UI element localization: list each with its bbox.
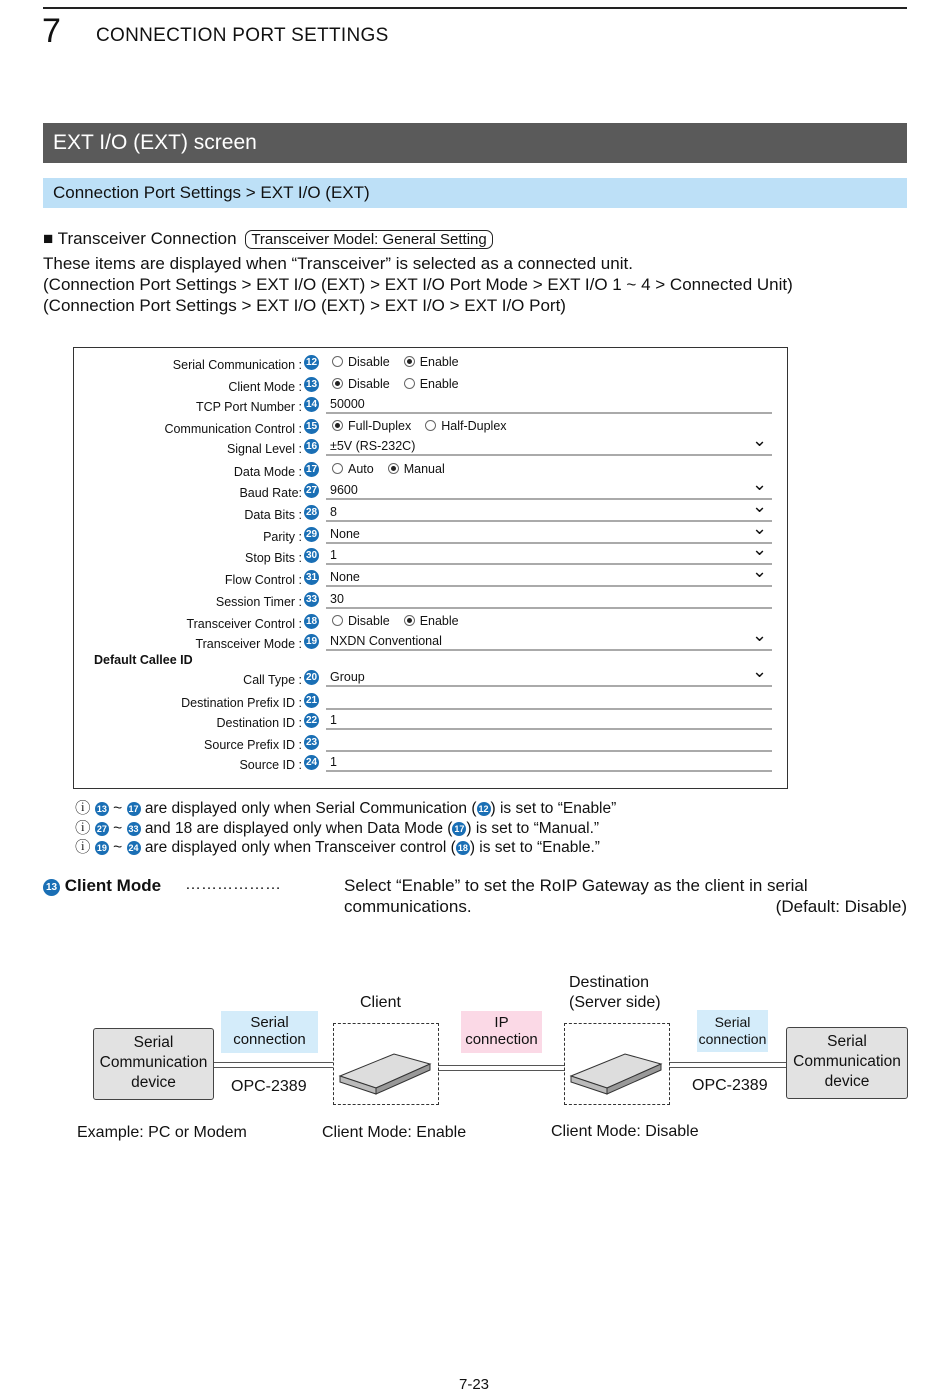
page-number: 7-23 <box>459 1376 490 1393</box>
radio-group <box>330 355 471 369</box>
item-number-badge: 15 <box>305 421 318 432</box>
cable-model: OPC-2389 <box>231 1078 307 1095</box>
radio-label: Auto <box>348 462 374 476</box>
setting-row <box>74 430 787 459</box>
field-underline <box>326 585 772 587</box>
item-number-badge: 31 <box>305 572 318 583</box>
item-number-badge: 19 <box>305 636 318 647</box>
radio-button[interactable] <box>332 420 343 431</box>
radio-label: Half-Duplex <box>441 419 507 433</box>
radio-button[interactable] <box>332 615 343 626</box>
intro-heading: ■ Transceiver Connection <box>43 229 237 248</box>
example-label: Example: PC or Modem <box>77 1124 247 1141</box>
setting-label: Data Bits : <box>244 508 302 522</box>
setting-label: TCP Port Number : <box>195 400 302 414</box>
field-underline <box>326 563 772 565</box>
setting-label: Data Mode : <box>233 465 302 479</box>
number-badge: 33 <box>128 823 139 834</box>
note-line: ⓘ 27 ~ 33 and 18 are displayed only when Data Mode ( 17 ) is set to “Manual.” <box>75 819 600 837</box>
client-mode-enable-label: Client Mode: Enable <box>322 1124 467 1141</box>
chevron-down-icon[interactable]: ⌄ <box>752 661 768 681</box>
breadcrumb: Connection Port Settings > EXT I/O (EXT) <box>43 178 907 208</box>
serial-cable <box>214 1062 333 1068</box>
gateway-device-icon <box>565 1024 669 1104</box>
item-description: Select “Enable” to set the RoIP Gateway as the client in serial <box>344 876 808 895</box>
setting-label: Session Timer : <box>215 595 302 609</box>
field-underline <box>326 454 772 456</box>
serial-connection-label: Serial connection <box>221 1011 318 1053</box>
radio-option[interactable] <box>330 462 374 476</box>
item-number-badge: 12 <box>305 357 318 368</box>
setting-row <box>74 397 787 417</box>
radio-label: Enable <box>419 377 459 391</box>
setting-label: Transceiver Control : <box>186 617 302 631</box>
note-text: are displayed only when Transceiver control ( <box>144 839 456 856</box>
setting-row <box>74 735 787 755</box>
number-badge: 17 <box>128 804 139 814</box>
text-field[interactable]: 1 <box>330 755 337 769</box>
field-underline <box>326 412 772 414</box>
number-badge: 17 <box>454 823 465 834</box>
radio-button[interactable] <box>388 463 399 474</box>
client-label: Client <box>360 994 401 1011</box>
number-badge: 13 <box>96 804 107 814</box>
field-underline <box>326 728 772 730</box>
select-field[interactable]: Group <box>330 670 365 684</box>
number-badge: 27 <box>96 823 107 834</box>
chapter-number: 7 <box>42 12 61 50</box>
item-number-badge: 28 <box>305 507 318 518</box>
item-title: Client Mode <box>64 876 162 895</box>
header-rule <box>43 7 907 9</box>
note-text: are displayed only when Serial Communication ( <box>144 800 477 817</box>
setting-label: Parity : <box>263 530 302 544</box>
field-underline <box>326 708 772 710</box>
gateway-device-icon <box>334 1024 438 1104</box>
item-number-badge: 27 <box>305 485 318 496</box>
settings-screenshot <box>73 347 788 789</box>
text-field[interactable]: 50000 <box>330 397 365 411</box>
radio-button[interactable] <box>404 615 415 626</box>
radio-group <box>330 377 471 391</box>
radio-option[interactable] <box>402 614 459 628</box>
setting-row <box>74 462 787 482</box>
item-number-badge: 18 <box>305 616 318 627</box>
note-line: ⓘ 19 ~ 24 are displayed only when Transceiver control ( 18 ) is set to “Enable.” <box>75 839 600 856</box>
item-number-badge: 29 <box>305 529 318 540</box>
setting-row <box>74 614 787 634</box>
radio-group <box>330 614 471 628</box>
setting-row <box>74 661 787 690</box>
field-underline <box>326 649 772 651</box>
radio-group <box>330 462 457 476</box>
item-number-badge: 14 <box>305 399 318 410</box>
select-field[interactable]: NXDN Conventional <box>330 634 442 648</box>
setting-label: Communication Control : <box>164 422 302 436</box>
item-number-badge: 22 <box>305 715 318 726</box>
field-underline <box>326 498 772 500</box>
item-number-badge: 21 <box>305 695 318 706</box>
model-tag: Transceiver Model: General Setting <box>245 230 492 249</box>
item-number-badge: 33 <box>305 594 318 605</box>
ip-link <box>438 1065 565 1071</box>
setting-label: Destination ID : <box>216 716 302 730</box>
radio-option[interactable] <box>330 355 390 369</box>
field-underline <box>326 685 772 687</box>
field-underline <box>326 542 772 544</box>
radio-label: Enable <box>419 355 459 369</box>
select-field[interactable]: None <box>330 527 360 541</box>
setting-label: Baud Rate: <box>239 486 302 500</box>
radio-option[interactable] <box>330 419 411 433</box>
number-badge: 24 <box>128 843 139 853</box>
setting-row <box>74 496 787 525</box>
number-badge: 18 <box>457 843 468 853</box>
setting-row <box>74 474 787 503</box>
setting-label: Call Type : <box>243 673 302 687</box>
select-field[interactable]: None <box>330 570 360 584</box>
chevron-down-icon[interactable]: ⌄ <box>752 539 768 559</box>
radio-option[interactable] <box>386 462 445 476</box>
radio-button[interactable] <box>332 463 343 474</box>
select-field[interactable]: ±5V (RS-232C) <box>330 439 416 453</box>
setting-row <box>74 539 787 568</box>
select-field[interactable]: 9600 <box>330 483 358 497</box>
note-line: ⓘ 13 ~ 17 are displayed only when Serial Communication ( 12 ) is set to “Enable” <box>75 800 617 817</box>
setting-label: Transceiver Mode : <box>195 637 302 651</box>
item-number-badge: 13 <box>43 879 60 896</box>
info-icon: ⓘ <box>75 839 91 856</box>
field-underline <box>326 607 772 609</box>
note-text: ) is set to “Enable.” <box>469 839 600 856</box>
info-icon: ⓘ <box>75 819 91 837</box>
left-serial-device: Serial Communication device <box>93 1028 214 1100</box>
chevron-down-icon[interactable]: ⌄ <box>752 625 768 645</box>
radio-button[interactable] <box>332 378 343 389</box>
client-mode-disable-label: Client Mode: Disable <box>551 1123 699 1140</box>
select-field[interactable]: 8 <box>330 505 337 519</box>
radio-option[interactable] <box>402 355 459 369</box>
ip-connection-label: IP connection <box>461 1011 542 1053</box>
cable-model: OPC-2389 <box>692 1077 768 1094</box>
number-badge: 19 <box>96 843 107 853</box>
radio-label: Disable <box>348 355 390 369</box>
radio-button[interactable] <box>404 378 415 389</box>
intro-line: These items are displayed when “Transceiver” is selected as a connected unit. <box>43 254 633 273</box>
item-number-badge: 24 <box>305 757 318 768</box>
radio-option[interactable] <box>330 614 390 628</box>
setting-label: Source ID : <box>239 758 302 772</box>
group-label: Default Callee ID <box>94 653 193 667</box>
setting-row <box>74 518 787 547</box>
field-underline <box>326 520 772 522</box>
setting-row <box>74 561 787 590</box>
chevron-down-icon[interactable]: ⌄ <box>752 561 768 581</box>
field-underline <box>326 770 772 772</box>
setting-label: Source Prefix ID : <box>204 738 302 752</box>
item-number-badge: 13 <box>305 379 318 390</box>
number-badge: 12 <box>478 804 489 814</box>
setting-label: Destination Prefix ID : <box>181 696 302 710</box>
item-number-badge: 23 <box>305 737 318 748</box>
leader-dots: ……………… <box>185 876 281 893</box>
setting-label: Signal Level : <box>226 442 302 456</box>
intro-path: (Connection Port Settings > EXT I/O (EXT) > EXT I/O Port Mode > EXT I/O 1 ~ 4 > Connected Unit) <box>43 275 793 294</box>
setting-row <box>74 377 787 397</box>
setting-label: Stop Bits : <box>245 551 302 565</box>
server-gateway <box>564 1023 670 1105</box>
right-serial-device: Serial Communication device <box>786 1027 908 1099</box>
select-field[interactable]: 1 <box>330 548 337 562</box>
chevron-down-icon[interactable]: ⌄ <box>752 496 768 516</box>
chapter-title: CONNECTION PORT SETTINGS <box>96 25 389 46</box>
setting-row <box>74 693 787 713</box>
radio-option[interactable] <box>402 377 459 391</box>
setting-label: Serial Communication : <box>172 358 302 372</box>
setting-row <box>74 713 787 733</box>
setting-label: Client Mode : <box>228 380 302 394</box>
text-field[interactable]: 1 <box>330 713 337 727</box>
item-title-line <box>43 876 161 896</box>
radio-option[interactable] <box>330 377 390 391</box>
radio-option[interactable] <box>423 419 506 433</box>
setting-label: Flow Control : <box>224 573 302 587</box>
radio-label: Manual <box>403 462 445 476</box>
intro-path: (Connection Port Settings > EXT I/O (EXT) > EXT I/O > EXT I/O Port) <box>43 296 566 315</box>
radio-group <box>330 419 519 433</box>
text-field[interactable]: 30 <box>330 592 344 606</box>
intro-heading-line <box>43 229 493 249</box>
client-gateway <box>333 1023 439 1105</box>
serial-cable <box>669 1062 786 1068</box>
radio-button[interactable] <box>404 356 415 367</box>
chevron-down-icon[interactable]: ⌄ <box>752 474 768 494</box>
note-text: ) is set to “Enable” <box>490 800 617 817</box>
field-underline <box>326 750 772 752</box>
setting-row <box>74 419 787 439</box>
info-icon: ⓘ <box>75 800 91 817</box>
radio-label: Disable <box>348 614 390 628</box>
setting-row <box>74 592 787 612</box>
serial-connection-label: Serial connection <box>697 1010 768 1052</box>
item-number-badge: 30 <box>305 550 318 561</box>
chevron-down-icon[interactable]: ⌄ <box>752 430 768 450</box>
item-description-cont: communications. <box>344 897 472 916</box>
radio-label: Disable <box>348 377 390 391</box>
radio-label: Full-Duplex <box>348 419 412 433</box>
note-text: ) is set to “Manual.” <box>466 819 600 837</box>
destination-label: Destination (Server side) <box>569 974 661 1011</box>
setting-row <box>74 355 787 375</box>
item-number-badge: 16 <box>305 441 318 452</box>
radio-label: Enable <box>419 614 459 628</box>
radio-button[interactable] <box>332 356 343 367</box>
setting-row <box>74 755 787 775</box>
chevron-down-icon[interactable]: ⌄ <box>752 518 768 538</box>
item-number-badge: 20 <box>305 672 318 683</box>
default-value: (Default: Disable) <box>775 897 907 916</box>
note-text: and 18 are displayed only when Data Mode ( <box>144 819 453 837</box>
setting-row <box>74 625 787 654</box>
item-number-badge: 17 <box>305 464 318 475</box>
section-title: EXT I/O (EXT) screen <box>43 123 907 163</box>
radio-button[interactable] <box>425 420 436 431</box>
